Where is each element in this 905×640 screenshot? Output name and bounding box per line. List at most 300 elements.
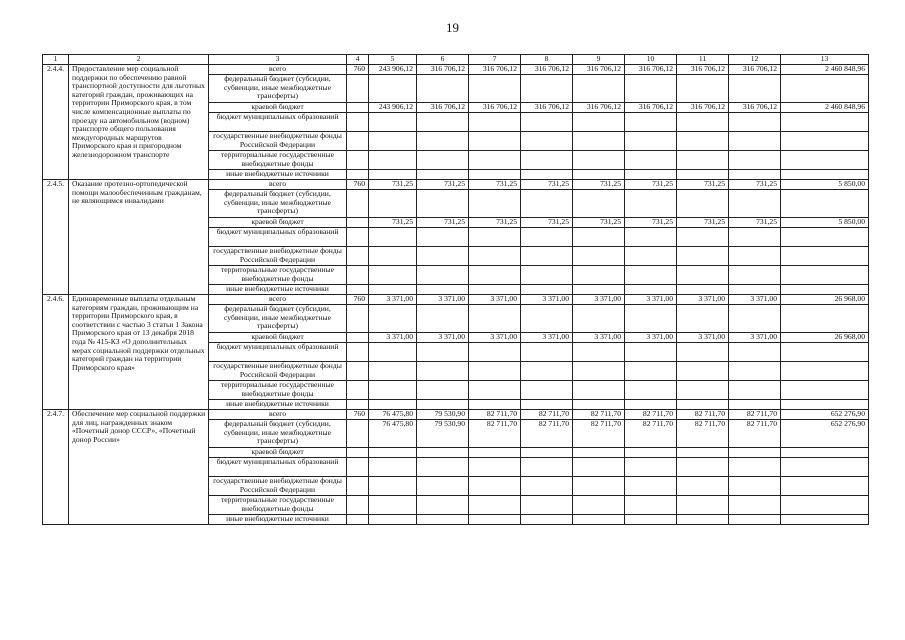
funding-source: территориальные государственные внебюджетные фонды <box>209 151 347 170</box>
value-cell <box>677 381 729 400</box>
budget-code <box>347 228 369 247</box>
value-cell <box>729 247 781 266</box>
value-cell <box>521 458 573 477</box>
value-cell <box>625 448 677 458</box>
value-cell: 731,25 <box>469 180 521 190</box>
value-cell <box>677 190 729 218</box>
value-cell <box>781 247 869 266</box>
value-cell <box>417 381 469 400</box>
value-cell <box>677 151 729 170</box>
value-cell <box>417 285 469 295</box>
value-cell <box>469 496 521 515</box>
value-cell <box>625 228 677 247</box>
value-cell <box>417 515 469 525</box>
value-cell <box>729 132 781 151</box>
value-cell <box>417 190 469 218</box>
value-cell: 243 906,12 <box>369 65 417 75</box>
value-cell: 3 371,00 <box>469 333 521 343</box>
budget-code <box>347 151 369 170</box>
value-cell <box>573 305 625 333</box>
value-cell <box>729 75 781 103</box>
value-cell <box>573 362 625 381</box>
value-cell: 82 711,70 <box>625 410 677 420</box>
value-cell <box>469 305 521 333</box>
value-cell <box>369 170 417 180</box>
value-cell: 3 371,00 <box>677 295 729 305</box>
header-cell: 13 <box>781 55 869 65</box>
value-cell <box>417 400 469 410</box>
value-cell: 82 711,70 <box>521 420 573 448</box>
value-cell <box>521 151 573 170</box>
item-number: 2.4.7. <box>43 410 69 525</box>
value-cell <box>729 113 781 132</box>
value-cell: 316 706,12 <box>469 65 521 75</box>
value-cell <box>625 266 677 285</box>
value-cell: 316 706,12 <box>521 103 573 113</box>
value-cell <box>625 190 677 218</box>
value-cell: 3 371,00 <box>573 333 625 343</box>
value-cell <box>729 285 781 295</box>
value-cell <box>677 285 729 295</box>
value-cell <box>781 190 869 218</box>
budget-code <box>347 285 369 295</box>
budget-code <box>347 218 369 228</box>
value-cell: 731,25 <box>677 180 729 190</box>
budget-code: 760 <box>347 65 369 75</box>
value-cell <box>469 75 521 103</box>
funding-source: бюджет муниципальных образований <box>209 343 347 362</box>
value-cell <box>469 381 521 400</box>
value-cell: 316 706,12 <box>469 103 521 113</box>
value-cell <box>625 515 677 525</box>
funding-source: бюджет муниципальных образований <box>209 228 347 247</box>
value-cell <box>781 132 869 151</box>
value-cell <box>369 343 417 362</box>
value-cell <box>677 75 729 103</box>
header-cell: 9 <box>573 55 625 65</box>
header-cell: 2 <box>69 55 209 65</box>
value-cell <box>521 75 573 103</box>
value-cell <box>469 132 521 151</box>
value-cell <box>781 228 869 247</box>
value-cell <box>369 362 417 381</box>
value-cell <box>369 458 417 477</box>
page-number: 19 <box>446 20 459 35</box>
value-cell <box>729 515 781 525</box>
value-cell <box>469 170 521 180</box>
value-cell <box>369 132 417 151</box>
value-cell <box>573 75 625 103</box>
value-cell <box>573 132 625 151</box>
value-cell: 731,25 <box>521 218 573 228</box>
value-cell <box>729 448 781 458</box>
value-cell <box>521 305 573 333</box>
value-cell <box>369 75 417 103</box>
item-name: Оказание протезно-ортопедической помощи малообеспеченным гражданам, не являющимся инвалидами <box>69 180 209 295</box>
value-cell <box>625 285 677 295</box>
value-cell: 5 850,00 <box>781 180 869 190</box>
value-cell <box>573 400 625 410</box>
value-cell <box>625 305 677 333</box>
value-cell: 82 711,70 <box>573 420 625 448</box>
value-cell: 731,25 <box>521 180 573 190</box>
value-cell <box>469 458 521 477</box>
value-cell <box>369 400 417 410</box>
value-cell <box>677 362 729 381</box>
funding-source: государственные внебюджетные фонды Российской Федерации <box>209 362 347 381</box>
value-cell: 3 371,00 <box>573 295 625 305</box>
value-cell <box>369 266 417 285</box>
budget-code <box>347 103 369 113</box>
value-cell: 82 711,70 <box>677 420 729 448</box>
value-cell: 243 906,12 <box>369 103 417 113</box>
value-cell <box>417 228 469 247</box>
value-cell: 3 371,00 <box>625 295 677 305</box>
funding-source: федеральный бюджет (субсидии, субвенции, иные межбюджетные трансферты) <box>209 305 347 333</box>
header-cell: 1 <box>43 55 69 65</box>
value-cell <box>729 362 781 381</box>
budget-code <box>347 190 369 218</box>
table-row <box>43 180 869 190</box>
funding-source: иные внебюджетные источники <box>209 170 347 180</box>
value-cell <box>781 75 869 103</box>
value-cell <box>369 381 417 400</box>
budget-code <box>347 247 369 266</box>
value-cell <box>729 477 781 496</box>
funding-source: иные внебюджетные источники <box>209 400 347 410</box>
value-cell: 82 711,70 <box>469 410 521 420</box>
value-cell <box>369 247 417 266</box>
value-cell <box>677 477 729 496</box>
value-cell <box>417 343 469 362</box>
value-cell: 82 711,70 <box>573 410 625 420</box>
value-cell <box>369 285 417 295</box>
value-cell <box>521 448 573 458</box>
table-row <box>43 295 869 305</box>
header-cell: 3 <box>209 55 347 65</box>
value-cell: 316 706,12 <box>573 65 625 75</box>
value-cell: 2 460 848,96 <box>781 103 869 113</box>
value-cell: 82 711,70 <box>729 410 781 420</box>
header-cell: 4 <box>347 55 369 65</box>
funding-source: краевой бюджет <box>209 333 347 343</box>
value-cell <box>729 190 781 218</box>
value-cell <box>781 458 869 477</box>
value-cell: 82 711,70 <box>469 420 521 448</box>
value-cell <box>781 113 869 132</box>
value-cell <box>521 515 573 525</box>
value-cell <box>573 190 625 218</box>
value-cell: 82 711,70 <box>521 410 573 420</box>
value-cell <box>417 132 469 151</box>
funding-source: государственные внебюджетные фонды Российской Федерации <box>209 247 347 266</box>
budget-code <box>347 266 369 285</box>
header-cell: 10 <box>625 55 677 65</box>
value-cell <box>677 228 729 247</box>
header-cell: 8 <box>521 55 573 65</box>
value-cell <box>469 400 521 410</box>
value-cell <box>521 113 573 132</box>
budget-code <box>347 515 369 525</box>
value-cell: 76 475,80 <box>369 410 417 420</box>
value-cell <box>469 190 521 218</box>
value-cell: 3 371,00 <box>677 333 729 343</box>
value-cell <box>781 305 869 333</box>
funding-source: федеральный бюджет (субсидии, субвенции, иные межбюджетные трансферты) <box>209 190 347 218</box>
value-cell <box>469 151 521 170</box>
value-cell <box>573 496 625 515</box>
value-cell <box>521 266 573 285</box>
budget-code <box>347 448 369 458</box>
value-cell: 3 371,00 <box>729 295 781 305</box>
value-cell <box>625 247 677 266</box>
budget-table <box>42 54 869 525</box>
value-cell <box>625 170 677 180</box>
value-cell <box>521 190 573 218</box>
funding-source: иные внебюджетные источники <box>209 515 347 525</box>
funding-source: всего <box>209 410 347 420</box>
value-cell <box>469 113 521 132</box>
value-cell <box>677 515 729 525</box>
funding-source: территориальные государственные внебюджетные фонды <box>209 496 347 515</box>
value-cell <box>625 496 677 515</box>
value-cell <box>573 477 625 496</box>
value-cell <box>677 170 729 180</box>
item-name: Единовременные выплаты отдельным категориям граждан, проживающим на территории Приморского края, в соответствии с частью 3 статьи 1 Закона Приморского края от 13 декабря 2018 года № 415-КЗ «О дополнительных мерах социальной поддержки отдельных категорий граждан на территории Приморского края» <box>69 295 209 410</box>
value-cell: 731,25 <box>417 180 469 190</box>
value-cell <box>521 362 573 381</box>
budget-code <box>347 400 369 410</box>
budget-code <box>347 496 369 515</box>
item-number: 2.4.4. <box>43 65 69 180</box>
value-cell <box>625 132 677 151</box>
value-cell <box>677 458 729 477</box>
value-cell: 3 371,00 <box>417 295 469 305</box>
value-cell <box>521 400 573 410</box>
value-cell <box>417 247 469 266</box>
value-cell: 316 706,12 <box>573 103 625 113</box>
funding-source: бюджет муниципальных образований <box>209 113 347 132</box>
value-cell <box>521 228 573 247</box>
item-name: Обеспечение мер социальной поддержки для лиц, награжденных знаком «Почетный донор СССР», «Почетный донор России» <box>69 410 209 525</box>
value-cell <box>781 381 869 400</box>
value-cell: 5 850,00 <box>781 218 869 228</box>
value-cell <box>369 496 417 515</box>
value-cell <box>729 266 781 285</box>
value-cell <box>573 247 625 266</box>
value-cell <box>369 151 417 170</box>
budget-code <box>347 458 369 477</box>
value-cell <box>521 247 573 266</box>
value-cell <box>729 170 781 180</box>
value-cell: 3 371,00 <box>369 295 417 305</box>
value-cell: 731,25 <box>573 218 625 228</box>
value-cell: 731,25 <box>729 218 781 228</box>
value-cell <box>521 132 573 151</box>
value-cell: 316 706,12 <box>729 103 781 113</box>
value-cell <box>781 515 869 525</box>
budget-code: 760 <box>347 295 369 305</box>
value-cell: 731,25 <box>625 218 677 228</box>
value-cell: 316 706,12 <box>677 103 729 113</box>
value-cell <box>729 343 781 362</box>
item-number: 2.4.6. <box>43 295 69 410</box>
value-cell <box>729 228 781 247</box>
value-cell <box>677 400 729 410</box>
value-cell <box>625 477 677 496</box>
value-cell <box>625 458 677 477</box>
funding-source: краевой бюджет <box>209 448 347 458</box>
value-cell: 3 371,00 <box>521 295 573 305</box>
value-cell <box>677 266 729 285</box>
value-cell <box>781 400 869 410</box>
funding-source: иные внебюджетные источники <box>209 285 347 295</box>
budget-code <box>347 362 369 381</box>
value-cell: 76 475,80 <box>369 420 417 448</box>
funding-source: всего <box>209 295 347 305</box>
value-cell: 316 706,12 <box>625 65 677 75</box>
value-cell: 79 530,90 <box>417 410 469 420</box>
value-cell: 82 711,70 <box>729 420 781 448</box>
value-cell <box>625 343 677 362</box>
value-cell <box>729 381 781 400</box>
value-cell <box>781 151 869 170</box>
value-cell: 731,25 <box>729 180 781 190</box>
value-cell <box>469 285 521 295</box>
budget-code <box>347 333 369 343</box>
value-cell <box>417 305 469 333</box>
value-cell <box>417 266 469 285</box>
funding-source: государственные внебюджетные фонды Российской Федерации <box>209 477 347 496</box>
value-cell <box>573 266 625 285</box>
value-cell <box>469 362 521 381</box>
budget-code <box>347 132 369 151</box>
value-cell <box>729 458 781 477</box>
budget-code <box>347 305 369 333</box>
value-cell <box>677 496 729 515</box>
value-cell <box>781 285 869 295</box>
value-cell <box>573 113 625 132</box>
value-cell <box>677 113 729 132</box>
value-cell <box>625 113 677 132</box>
value-cell <box>729 151 781 170</box>
funding-source: всего <box>209 65 347 75</box>
value-cell <box>677 132 729 151</box>
value-cell <box>521 285 573 295</box>
value-cell: 731,25 <box>369 218 417 228</box>
value-cell: 731,25 <box>573 180 625 190</box>
funding-source: всего <box>209 180 347 190</box>
value-cell: 731,25 <box>469 218 521 228</box>
value-cell: 316 706,12 <box>677 65 729 75</box>
value-cell <box>729 496 781 515</box>
budget-code <box>347 75 369 103</box>
value-cell: 316 706,12 <box>417 65 469 75</box>
funding-source: федеральный бюджет (субсидии, субвенции, иные межбюджетные трансферты) <box>209 420 347 448</box>
budget-code <box>347 477 369 496</box>
value-cell <box>521 381 573 400</box>
value-cell: 3 371,00 <box>729 333 781 343</box>
value-cell <box>469 228 521 247</box>
funding-source: территориальные государственные внебюджетные фонды <box>209 381 347 400</box>
funding-source: территориальные государственные внебюджетные фонды <box>209 266 347 285</box>
value-cell: 26 968,00 <box>781 333 869 343</box>
value-cell <box>369 515 417 525</box>
header-cell: 12 <box>729 55 781 65</box>
value-cell: 316 706,12 <box>417 103 469 113</box>
value-cell <box>369 113 417 132</box>
value-cell <box>625 362 677 381</box>
budget-code <box>347 381 369 400</box>
budget-code: 760 <box>347 180 369 190</box>
value-cell <box>781 448 869 458</box>
value-cell: 2 460 848,96 <box>781 65 869 75</box>
value-cell <box>677 247 729 266</box>
value-cell <box>469 515 521 525</box>
funding-source: бюджет муниципальных образований <box>209 458 347 477</box>
value-cell <box>417 458 469 477</box>
value-cell: 3 371,00 <box>625 333 677 343</box>
value-cell: 26 968,00 <box>781 295 869 305</box>
value-cell <box>677 305 729 333</box>
value-cell <box>625 381 677 400</box>
funding-source: краевой бюджет <box>209 218 347 228</box>
value-cell <box>521 170 573 180</box>
value-cell: 3 371,00 <box>369 333 417 343</box>
value-cell: 316 706,12 <box>521 65 573 75</box>
value-cell: 316 706,12 <box>625 103 677 113</box>
funding-source: федеральный бюджет (субсидии, субвенции, иные межбюджетные трансферты) <box>209 75 347 103</box>
value-cell <box>417 151 469 170</box>
value-cell <box>469 247 521 266</box>
value-cell <box>573 285 625 295</box>
value-cell <box>521 496 573 515</box>
budget-code <box>347 420 369 448</box>
value-cell <box>369 305 417 333</box>
value-cell <box>781 266 869 285</box>
funding-source: краевой бюджет <box>209 103 347 113</box>
value-cell <box>417 113 469 132</box>
value-cell <box>369 448 417 458</box>
value-cell <box>573 228 625 247</box>
value-cell <box>573 458 625 477</box>
header-cell: 6 <box>417 55 469 65</box>
value-cell <box>417 362 469 381</box>
value-cell <box>469 343 521 362</box>
value-cell <box>573 151 625 170</box>
value-cell <box>417 448 469 458</box>
value-cell <box>573 170 625 180</box>
value-cell <box>469 477 521 496</box>
value-cell <box>625 400 677 410</box>
budget-code <box>347 170 369 180</box>
budget-code <box>347 343 369 362</box>
value-cell <box>781 477 869 496</box>
value-cell <box>729 400 781 410</box>
value-cell <box>573 515 625 525</box>
value-cell <box>781 496 869 515</box>
funding-source: государственные внебюджетные фонды Российской Федерации <box>209 132 347 151</box>
value-cell <box>417 170 469 180</box>
value-cell <box>677 343 729 362</box>
value-cell <box>573 381 625 400</box>
value-cell: 3 371,00 <box>521 333 573 343</box>
header-cell: 7 <box>469 55 521 65</box>
value-cell <box>625 75 677 103</box>
budget-code <box>347 113 369 132</box>
value-cell <box>781 343 869 362</box>
value-cell <box>521 477 573 496</box>
